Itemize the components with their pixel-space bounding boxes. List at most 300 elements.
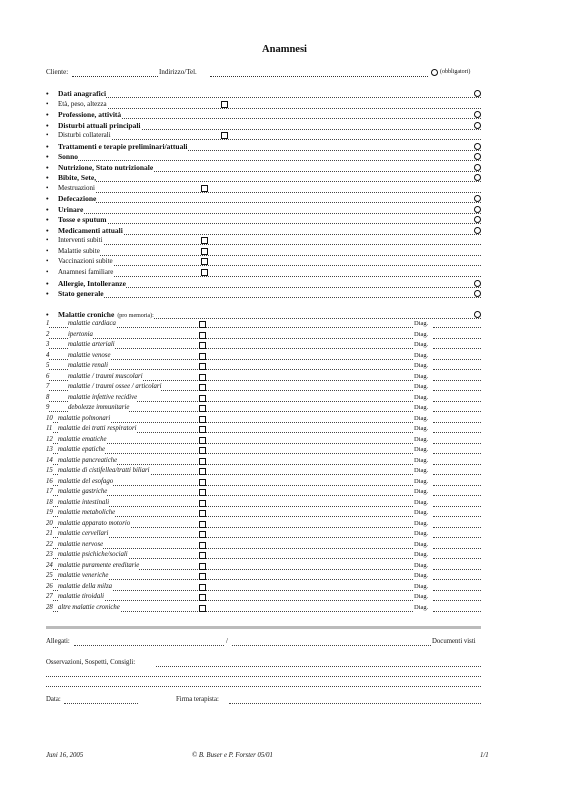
disease-number: 17 xyxy=(46,488,53,495)
section-label-text: Trattamenti e terapie preliminari/attuali xyxy=(58,142,188,151)
required-circle-icon[interactable] xyxy=(474,143,481,150)
disease-number: 6 xyxy=(46,372,50,380)
diagnosis-label: Diag. xyxy=(414,540,429,548)
section-row xyxy=(46,215,481,225)
disease-number: 22 xyxy=(46,540,53,548)
disease-name: malattie gastriche xyxy=(58,488,108,495)
entry-line[interactable] xyxy=(46,173,481,182)
entry-line[interactable] xyxy=(46,236,481,245)
notes-line[interactable] xyxy=(206,446,413,454)
diagnosis-line[interactable] xyxy=(433,551,481,559)
section-row xyxy=(46,121,481,131)
disease-number: 27 xyxy=(46,593,53,600)
documenti-visti-label: Documenti visti xyxy=(432,638,476,645)
observations-field-3[interactable] xyxy=(46,678,481,687)
disease-name: altre malattie croniche xyxy=(58,603,120,611)
signature-field[interactable] xyxy=(229,695,481,704)
disease-number: 24 xyxy=(46,561,53,569)
diagnosis-label: Diag. xyxy=(414,372,429,380)
chronic-disease-row xyxy=(46,341,481,350)
section-label xyxy=(46,215,107,224)
diagnosis-line[interactable] xyxy=(433,457,481,465)
disease-number: 26 xyxy=(46,582,53,590)
notes-line[interactable] xyxy=(206,331,413,339)
section-label-text: Professione, attività xyxy=(58,110,122,119)
bullet-icon: • xyxy=(46,184,49,192)
chronic-disease-row xyxy=(46,499,481,508)
allegati-row xyxy=(46,637,481,647)
section-label xyxy=(46,173,96,182)
diagnosis-label: Diag. xyxy=(414,383,429,390)
disease-number: 3 xyxy=(46,341,50,348)
checkbox-icon[interactable] xyxy=(221,132,228,139)
checkbox-icon[interactable] xyxy=(199,500,206,507)
disease-name: malattie epatiche xyxy=(58,446,105,453)
checkbox-icon[interactable] xyxy=(199,552,206,559)
bullet-icon: • xyxy=(46,131,49,139)
disease-number: 12 xyxy=(46,435,53,443)
section-row xyxy=(46,289,481,299)
disease-number: 21 xyxy=(46,530,53,537)
section-label-text: Disturbi attuali principali xyxy=(58,121,141,130)
diagnosis-line[interactable] xyxy=(433,488,481,496)
section-label xyxy=(46,152,78,161)
notes-line[interactable] xyxy=(206,394,413,402)
notes-line[interactable] xyxy=(206,551,413,559)
disease-name: malattie della milza xyxy=(58,582,112,590)
notes-line[interactable] xyxy=(206,604,413,612)
allegati-label: Allegati: xyxy=(46,638,70,645)
section-label xyxy=(46,131,111,140)
checkbox-icon[interactable] xyxy=(199,458,206,465)
disease-name: malattie apparato motorio xyxy=(58,519,131,527)
disease-number: 4 xyxy=(46,351,50,359)
section-label-text: Medicamenti attuali xyxy=(58,226,123,235)
checkbox-icon[interactable] xyxy=(199,332,206,339)
checkbox-icon[interactable] xyxy=(199,468,206,475)
notes-line[interactable] xyxy=(206,404,413,412)
required-circle-icon[interactable] xyxy=(474,174,481,181)
notes-line[interactable] xyxy=(206,415,413,423)
address-label: Indirizzo/Tel. xyxy=(159,68,197,76)
disease-name: ipertonia xyxy=(68,330,93,338)
diagnosis-label: Diag. xyxy=(414,530,429,537)
section-row xyxy=(46,173,481,183)
chronic-disease-row xyxy=(46,583,481,592)
footer-copyright: © B. Buser e P. Forster 05/01 xyxy=(192,752,273,759)
footer-page-number: 1/1 xyxy=(480,752,489,759)
section-row xyxy=(46,247,481,257)
section-label-text: Anamnesi familiare xyxy=(58,268,114,276)
checkbox-icon[interactable] xyxy=(199,395,206,402)
section-row xyxy=(46,163,481,173)
section-label xyxy=(46,236,103,245)
checkbox-icon[interactable] xyxy=(199,584,206,591)
diagnosis-line[interactable] xyxy=(433,394,481,402)
checkbox-icon[interactable] xyxy=(201,258,208,265)
notes-line[interactable] xyxy=(206,583,413,591)
entry-line[interactable] xyxy=(46,289,481,298)
disease-name: malattie infettive recidive xyxy=(68,393,138,401)
diagnosis-line[interactable] xyxy=(433,562,481,570)
checkbox-icon[interactable] xyxy=(199,416,206,423)
required-circle-icon xyxy=(431,69,438,76)
required-circle-icon[interactable] xyxy=(474,206,481,213)
chronic-disease-row xyxy=(46,572,481,581)
diagnosis-label: Diag. xyxy=(414,582,429,590)
diagnosis-line[interactable] xyxy=(433,478,481,486)
section-label-text: Defecazione xyxy=(58,194,97,203)
diagnosis-label: Diag. xyxy=(414,498,429,506)
checkbox-icon[interactable] xyxy=(199,489,206,496)
required-circle-icon[interactable] xyxy=(474,164,481,171)
checkbox-icon[interactable] xyxy=(221,101,228,108)
chronic-disease-row xyxy=(46,488,481,497)
section-label-text: Età, peso, altezza xyxy=(58,100,107,108)
section-row xyxy=(46,152,481,162)
chronic-disease-row xyxy=(46,394,481,403)
observations-field[interactable] xyxy=(156,658,481,667)
required-circle-icon[interactable] xyxy=(474,280,481,287)
diagnosis-label: Diag. xyxy=(414,551,429,558)
page-title: Anamnesi xyxy=(262,44,307,55)
required-circle-icon[interactable] xyxy=(474,153,481,160)
diagnosis-line[interactable] xyxy=(433,373,481,381)
notes-line[interactable] xyxy=(206,541,413,549)
chronic-disease-row xyxy=(46,436,481,445)
disease-name: malattie arteriali xyxy=(68,341,115,348)
diagnosis-line[interactable] xyxy=(433,499,481,507)
diagnosis-line[interactable] xyxy=(433,331,481,339)
required-circle-icon[interactable] xyxy=(474,122,481,129)
chronic-disease-row xyxy=(46,320,481,329)
bullet-icon: • xyxy=(46,310,49,319)
checkbox-icon[interactable] xyxy=(199,426,206,433)
section-label xyxy=(46,89,106,98)
checkbox-icon[interactable] xyxy=(199,594,206,601)
diagnosis-label: Diag. xyxy=(414,341,429,348)
observations-row xyxy=(46,658,481,668)
diagnosis-line[interactable] xyxy=(433,362,481,370)
diagnosis-line[interactable] xyxy=(433,320,481,328)
notes-line[interactable] xyxy=(206,320,413,328)
diagnosis-line[interactable] xyxy=(433,352,481,360)
section-label-text: Stato generale xyxy=(58,289,104,298)
notes-line[interactable] xyxy=(206,436,413,444)
disease-number: 8 xyxy=(46,393,50,401)
signature-row xyxy=(46,695,481,705)
notes-line[interactable] xyxy=(206,520,413,528)
diagnosis-label: Diag. xyxy=(414,362,429,369)
checkbox-icon[interactable] xyxy=(201,237,208,244)
client-field[interactable] xyxy=(72,68,158,77)
disease-name: malattie di cistifellea/tratti biliari xyxy=(58,467,150,474)
disease-number: 11 xyxy=(46,425,53,432)
chronic-disease-row xyxy=(46,415,481,424)
address-field[interactable] xyxy=(210,68,428,77)
disease-number: 16 xyxy=(46,477,53,485)
section-row xyxy=(46,226,481,236)
allegati-field-2[interactable] xyxy=(232,637,431,646)
observations-line-3 xyxy=(46,678,481,688)
section-row xyxy=(46,142,481,152)
diagnosis-line[interactable] xyxy=(433,425,481,433)
diagnosis-label: Diag. xyxy=(414,593,429,600)
diagnosis-line[interactable] xyxy=(433,415,481,423)
disease-name: malattie / traumi ossee / articolari xyxy=(68,383,162,390)
diagnosis-label: Diag. xyxy=(414,414,429,422)
section-label-text: Interventi subiti xyxy=(58,236,103,244)
section-label xyxy=(46,205,83,214)
checkbox-icon[interactable] xyxy=(199,542,206,549)
notes-line[interactable] xyxy=(206,362,413,370)
notes-line[interactable] xyxy=(206,530,413,538)
disease-name: malattie psichiche/sociali xyxy=(58,551,128,558)
notes-line[interactable] xyxy=(206,509,413,517)
entry-line[interactable] xyxy=(46,184,481,193)
checkbox-icon[interactable] xyxy=(199,573,206,580)
notes-line[interactable] xyxy=(206,478,413,486)
checkbox-icon[interactable] xyxy=(199,447,206,454)
checkbox-icon[interactable] xyxy=(199,479,206,486)
section-label-text: Allergie, Intolleranze xyxy=(58,279,126,288)
section-label-text: Malattie subite xyxy=(58,247,100,255)
disease-name: malattie polmonari xyxy=(58,414,111,422)
notes-line[interactable] xyxy=(206,593,413,601)
section-label xyxy=(46,289,104,298)
disease-number: 5 xyxy=(46,362,50,369)
notes-line[interactable] xyxy=(206,562,413,570)
section-label-text: Bibite, Sete, xyxy=(58,173,97,182)
disease-name: malattie intestinali xyxy=(58,498,110,506)
entry-line[interactable] xyxy=(46,247,481,256)
checkbox-icon[interactable] xyxy=(201,269,208,276)
required-note: (obbligatori) xyxy=(440,69,471,75)
disease-name: malattie cardiaca xyxy=(68,320,116,327)
diagnosis-label: Diag. xyxy=(414,435,429,443)
diagnosis-label: Diag. xyxy=(414,509,429,516)
diagnosis-line[interactable] xyxy=(433,436,481,444)
checkbox-icon[interactable] xyxy=(199,563,206,570)
diagnosis-label: Diag. xyxy=(414,603,429,611)
section-divider xyxy=(46,626,481,629)
entry-line[interactable] xyxy=(46,215,481,224)
diagnosis-line[interactable] xyxy=(433,541,481,549)
section-label xyxy=(46,226,123,235)
date-field[interactable] xyxy=(64,695,138,704)
disease-name: malattie venose xyxy=(68,351,111,359)
entry-line[interactable] xyxy=(46,100,481,109)
disease-name: malattie cervellari xyxy=(58,530,109,537)
bullet-icon: • xyxy=(46,279,49,288)
diagnosis-label: Diag. xyxy=(414,404,429,411)
section-row xyxy=(46,110,481,120)
required-circle-icon[interactable] xyxy=(474,290,481,297)
allegati-field[interactable] xyxy=(74,637,224,646)
bullet-icon: • xyxy=(46,100,49,108)
chronic-header-row xyxy=(46,310,481,320)
notes-line[interactable] xyxy=(206,425,413,433)
disease-name: malattie veneriche xyxy=(58,572,109,579)
diagnosis-label: Diag. xyxy=(414,561,429,569)
checkbox-icon[interactable] xyxy=(199,510,206,517)
checkbox-icon[interactable] xyxy=(199,384,206,391)
entry-line[interactable] xyxy=(46,152,481,161)
notes-line[interactable] xyxy=(206,457,413,465)
section-label xyxy=(46,163,153,172)
bullet-icon: • xyxy=(46,173,49,182)
section-label xyxy=(46,257,113,266)
section-label xyxy=(46,110,121,119)
chronic-disease-row xyxy=(46,551,481,560)
diagnosis-line[interactable] xyxy=(433,583,481,591)
section-label-text: Vaccinazioni subite xyxy=(58,257,113,265)
disease-name: malattie tiroidali xyxy=(58,593,105,600)
disease-name: malattie metaboliche xyxy=(58,509,116,516)
checkbox-icon[interactable] xyxy=(201,248,208,255)
bullet-icon: • xyxy=(46,110,49,119)
section-label xyxy=(46,100,107,109)
disease-name: malattie del esofago xyxy=(58,477,114,485)
diagnosis-label: Diag. xyxy=(414,351,429,359)
required-circle-icon[interactable] xyxy=(474,111,481,118)
section-label xyxy=(46,279,126,288)
checkbox-icon[interactable] xyxy=(199,521,206,528)
chronic-disease-row xyxy=(46,520,481,529)
diagnosis-label: Diag. xyxy=(414,488,429,495)
diagnosis-line[interactable] xyxy=(433,604,481,612)
section-row xyxy=(46,236,481,246)
checkbox-icon[interactable] xyxy=(199,437,206,444)
chronic-disease-row xyxy=(46,467,481,476)
disease-name: malattie dei tratti respiratori xyxy=(58,425,137,432)
client-header xyxy=(46,68,481,80)
section-label-text: Dati anagrafici xyxy=(58,89,107,98)
diagnosis-line[interactable] xyxy=(433,341,481,349)
entry-line[interactable] xyxy=(46,194,481,203)
disease-number: 23 xyxy=(46,551,53,558)
notes-line[interactable] xyxy=(206,383,413,391)
observations-field-2[interactable] xyxy=(46,668,481,677)
chronic-disease-row xyxy=(46,530,481,539)
notes-line[interactable] xyxy=(206,467,413,475)
diagnosis-label: Diag. xyxy=(414,467,429,474)
bullet-icon: • xyxy=(46,268,49,276)
chronic-disease-row xyxy=(46,478,481,487)
disease-number: 18 xyxy=(46,498,53,506)
section-label xyxy=(46,121,141,130)
section-label-text: Nutrizione, Stato nutrizionale xyxy=(58,163,154,172)
section-label xyxy=(46,142,188,151)
chronic-disease-row xyxy=(46,457,481,466)
chronic-disease-row xyxy=(46,404,481,413)
checkbox-icon[interactable] xyxy=(199,353,206,360)
notes-line[interactable] xyxy=(206,499,413,507)
required-circle-icon[interactable] xyxy=(474,90,481,97)
notes-line[interactable] xyxy=(206,352,413,360)
notes-line[interactable] xyxy=(206,572,413,580)
chronic-disease-row xyxy=(46,331,481,340)
observations-label: Osservazioni, Sospetti, Consigli: xyxy=(46,659,136,666)
entry-line[interactable] xyxy=(46,131,481,140)
diagnosis-label: Diag. xyxy=(414,393,429,401)
bullet-icon: • xyxy=(46,205,49,214)
diagnosis-line[interactable] xyxy=(433,509,481,517)
diagnosis-line[interactable] xyxy=(433,383,481,391)
required-circle-icon[interactable] xyxy=(474,195,481,202)
disease-name: malattie puramente ereditarie xyxy=(58,561,140,569)
bullet-icon: • xyxy=(46,194,49,203)
disease-name: malattie ematiche xyxy=(58,435,107,443)
checkbox-icon[interactable] xyxy=(199,342,206,349)
checkbox-icon[interactable] xyxy=(199,363,206,370)
checkbox-icon[interactable] xyxy=(199,531,206,538)
footer-date: Juni 16, 2005 xyxy=(46,752,84,759)
diagnosis-line[interactable] xyxy=(433,446,481,454)
disease-name: debolezze immunitarie xyxy=(68,404,130,411)
chronic-disease-row xyxy=(46,604,481,613)
chronic-disease-row xyxy=(46,593,481,602)
allegati-slash: / xyxy=(226,638,228,645)
section-row xyxy=(46,184,481,194)
section-label xyxy=(46,194,96,203)
bullet-icon: • xyxy=(46,247,49,255)
entry-line[interactable] xyxy=(46,205,481,214)
bullet-icon: • xyxy=(46,226,49,235)
chronic-disease-row xyxy=(46,352,481,361)
notes-line[interactable] xyxy=(206,488,413,496)
required-circle-icon[interactable] xyxy=(474,311,481,318)
diagnosis-line[interactable] xyxy=(433,404,481,412)
client-label: Cliente: xyxy=(46,68,69,76)
section-label-text: Mestruazioni xyxy=(58,184,95,192)
observations-line-2 xyxy=(46,668,481,678)
section-row xyxy=(46,268,481,278)
notes-line[interactable] xyxy=(206,341,413,349)
required-circle-icon[interactable] xyxy=(474,216,481,223)
diagnosis-line[interactable] xyxy=(433,572,481,580)
checkbox-icon[interactable] xyxy=(199,374,206,381)
bullet-icon: • xyxy=(46,142,49,151)
section-row xyxy=(46,205,481,215)
bullet-icon: • xyxy=(46,289,49,298)
disease-name: malattie / traumi muscolari xyxy=(68,372,143,380)
bullet-icon: • xyxy=(46,89,49,98)
checkbox-icon[interactable] xyxy=(201,185,208,192)
diagnosis-label: Diag. xyxy=(414,456,429,464)
section-label xyxy=(46,184,95,193)
diagnosis-line[interactable] xyxy=(433,593,481,601)
checkbox-icon[interactable] xyxy=(199,605,206,612)
disease-name: malattie nervose xyxy=(58,540,104,548)
chronic-disease-row xyxy=(46,362,481,371)
checkbox-icon[interactable] xyxy=(199,405,206,412)
diagnosis-label: Diag. xyxy=(414,477,429,485)
bullet-icon: • xyxy=(46,257,49,265)
signature-label: Firma terapista: xyxy=(176,696,219,703)
diagnosis-label: Diag. xyxy=(414,446,429,453)
diagnosis-line[interactable] xyxy=(433,467,481,475)
diagnosis-line[interactable] xyxy=(433,520,481,528)
chronic-disease-row xyxy=(46,509,481,518)
disease-number: 14 xyxy=(46,456,53,464)
required-circle-icon[interactable] xyxy=(474,227,481,234)
diagnosis-line[interactable] xyxy=(433,530,481,538)
checkbox-icon[interactable] xyxy=(199,321,206,328)
entry-line[interactable] xyxy=(46,89,481,98)
notes-line[interactable] xyxy=(206,373,413,381)
section-row xyxy=(46,100,481,110)
